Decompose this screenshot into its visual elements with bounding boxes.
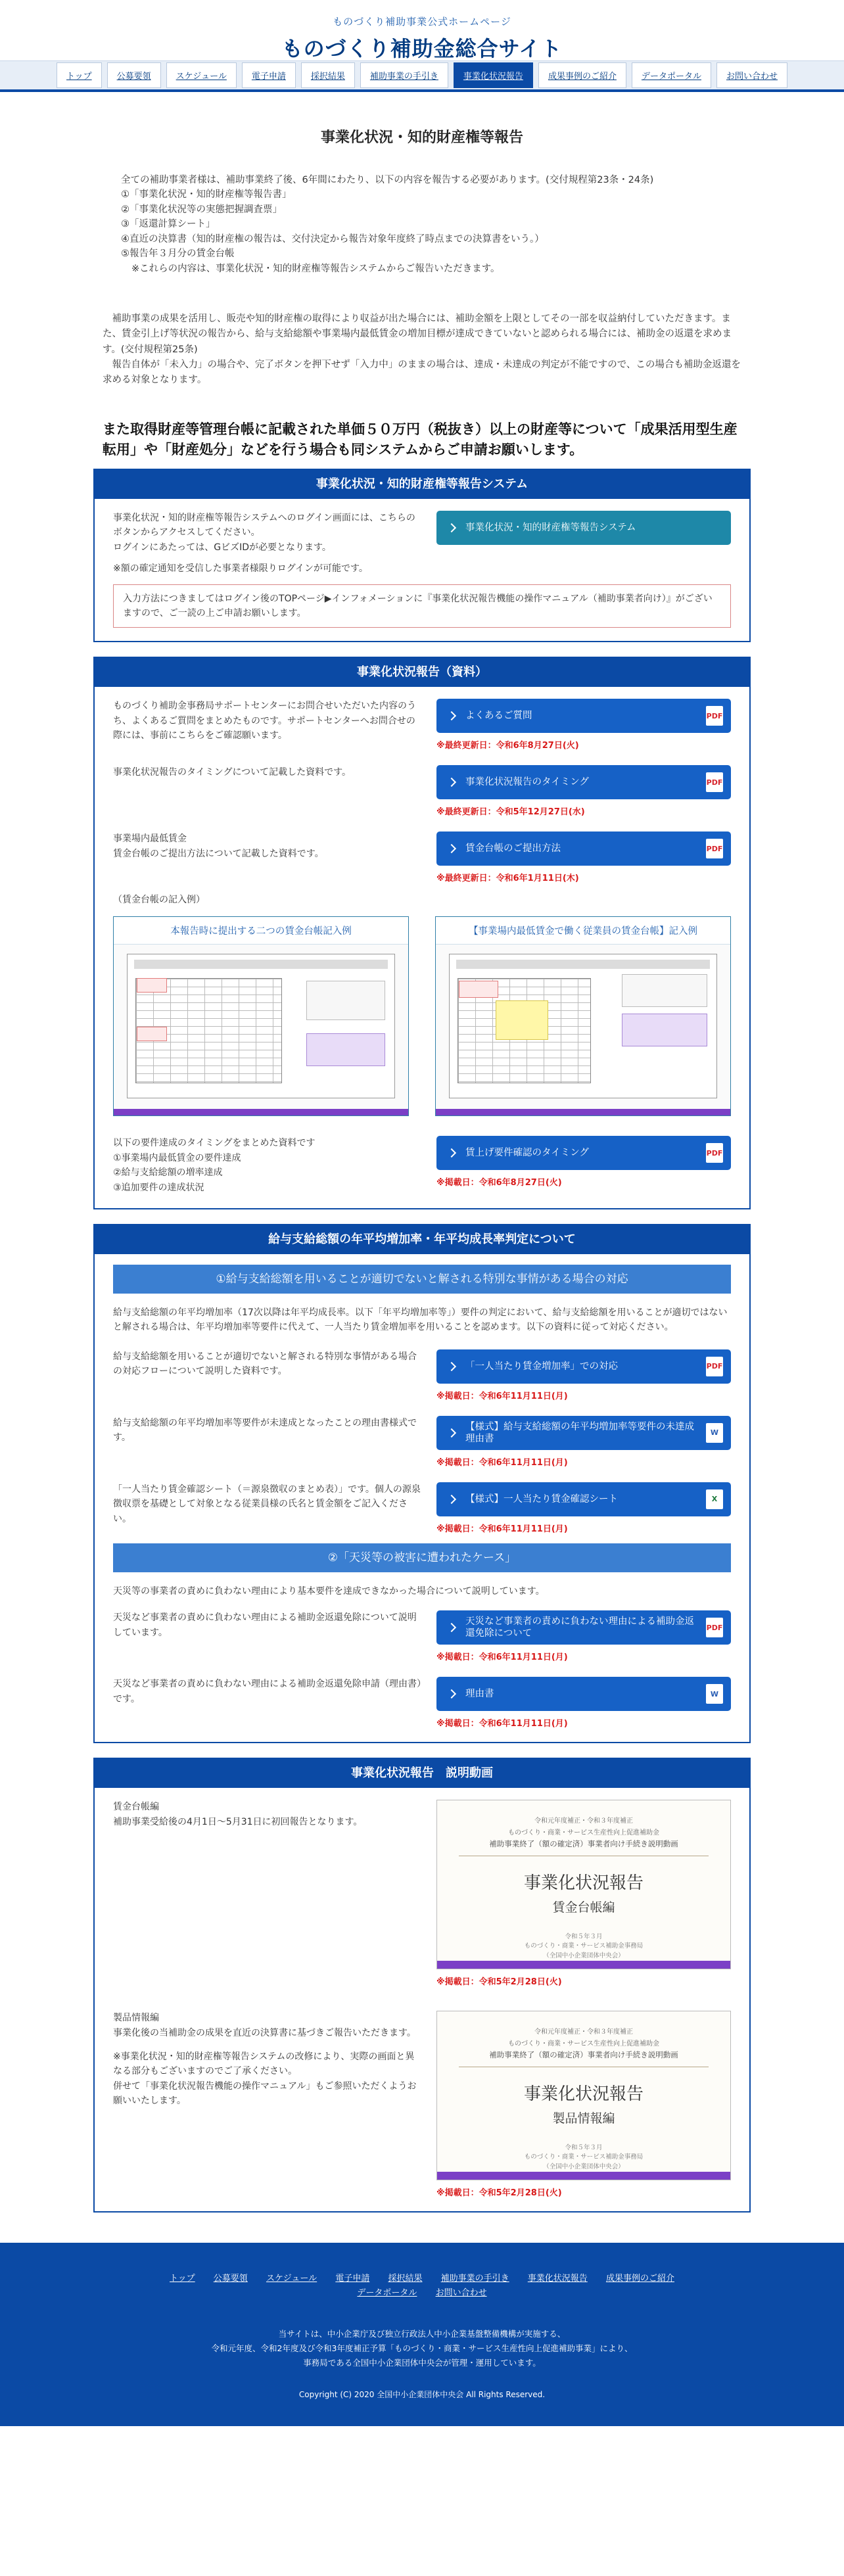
video-text: 令和５年３月 <box>565 2144 603 2152</box>
report-timing-button[interactable] <box>436 765 731 799</box>
reason-letter-button[interactable] <box>436 1677 731 1711</box>
footer-link-report[interactable]: 事業化状況報告 <box>527 2274 588 2284</box>
text: 事業化後の当補助金の成果を直近の決算書に基づきご報告いただきます。 <box>113 2027 416 2038</box>
site-footer <box>0 2243 844 2426</box>
pdf-icon: PDF <box>706 772 723 792</box>
text: ※額の確定通知を受信した事業者様限りログインが可能です。 <box>113 563 368 574</box>
button-label: 【様式】給与支給総額の年平均増加率等要件の未達成理由書 <box>465 1421 694 1444</box>
intro-repayment <box>93 312 751 388</box>
text: 併せて「事業化状況報告機能の操作マニュアル」もご参照いただくようお願いいたします。 <box>113 2080 417 2107</box>
nav-results[interactable]: 採択結果 <box>301 62 355 88</box>
footer-link-schedule[interactable]: スケジュール <box>266 2274 317 2284</box>
video-text: 補助事業終了（額の確定済）事業者向け手続き説明動画 <box>489 1839 678 1849</box>
system-section <box>93 469 751 642</box>
chevron-right-icon <box>447 1428 456 1438</box>
update-date: ※掲載日：令和6年11月11日(月) <box>436 1524 568 1534</box>
text: 補助事業受給後の4月1日～5月31日に初回報告となります。 <box>113 1816 363 1827</box>
nav-guide[interactable]: 補助事業の手引き <box>360 62 448 88</box>
disaster-exemption-description: 天災など事業者の責めに負わない理由による補助金返還免除について説明しています。 <box>113 1612 417 1638</box>
wage-judgement-section <box>93 1224 751 1743</box>
update-date: ※最終更新日：令和6年8月27日(火) <box>436 741 579 751</box>
video-text: ものづくり・商業・サービス補助金事務局 <box>524 1942 644 1950</box>
wage-increase-timing-button[interactable] <box>436 1136 731 1170</box>
update-date: ※最終更新日：令和6年1月11日(木) <box>436 874 579 884</box>
system-login-button[interactable] <box>436 511 731 545</box>
chevron-right-icon <box>447 1495 456 1504</box>
text: ログインにあたっては、GビズIDが必要となります。 <box>113 542 331 553</box>
video-text: ものづくり・商業・サービス生産性向上促進補助金 <box>508 1829 659 1837</box>
text: 製品情報編 <box>113 2013 159 2024</box>
nav-schedule[interactable]: スケジュール <box>166 62 237 88</box>
nav-top[interactable]: トップ <box>57 62 102 88</box>
button-label: 【様式】一人当たり賃金確認シート <box>465 1493 618 1505</box>
ledger-sample-image <box>114 945 408 1109</box>
button-label: 天災など事業者の責めに負わない理由による補助金返還免除について <box>465 1616 694 1639</box>
faq-description: ものづくり補助金事務局サポートセンターにお問合せいただいた内容のうち、よくあるご質問をまとめたものです。サポートセンターへお問合せの際には、事前にこちらをご確認願います。 <box>113 701 417 741</box>
site-title[interactable]: ものづくり補助金総合サイト <box>281 36 563 61</box>
system-description <box>113 511 422 576</box>
video-text: ものづくり・商業・サービス補助金事務局 <box>524 2153 644 2161</box>
intro-paragraph: 補助事業の成果を活用し、販売や知的財産権の取得により収益が出た場合には、補助金額を上限としてその一部を収益納付していただきます。また、賃金引上げ等状況の報告から、給与支給総額や事業場内最低賃金の増加目標が達成できていないと認められる場合には、補助金の返還を求めます。(交付規程第25条) <box>103 314 732 355</box>
update-date: ※掲載日：令和6年8月27日(火) <box>436 1178 562 1188</box>
footer-text: 当サイトは、中小企業庁及び独立行政法人中小企業基盤整備機構が実施する、 <box>278 2329 566 2339</box>
word-icon: W <box>706 1423 723 1443</box>
video-text: 令和元年度補正・令和３年度補正 <box>534 2028 633 2036</box>
footer-link-guide[interactable]: 補助事業の手引き <box>440 2274 509 2284</box>
footer-note <box>0 2327 844 2370</box>
nav-e-application[interactable]: 電子申請 <box>242 62 296 88</box>
update-date: ※掲載日：令和6年11月11日(月) <box>436 1652 568 1663</box>
per-capita-wage-button[interactable] <box>436 1349 731 1384</box>
nav-data-portal[interactable]: データポータル <box>632 62 711 88</box>
reason-form-description: 給与支給総額の年平均増加率等要件が未達成となったことの理由書様式です。 <box>113 1417 417 1443</box>
main-content <box>93 126 751 2213</box>
subsection-heading: ②「天災等の被害に遭われたケース」 <box>113 1543 731 1572</box>
button-label: 事業化状況・知的財産権等報告システム <box>465 523 636 534</box>
text: ②給与支給総額の増率達成 <box>113 1167 223 1179</box>
button-label: 事業化状況報告のタイミング <box>465 777 589 788</box>
nav-cases[interactable]: 成果事例のご紹介 <box>538 62 626 88</box>
pdf-icon: PDF <box>706 1143 723 1163</box>
intro-item: ①「事業化状況・知的財産権等報告書」 <box>121 189 292 200</box>
footer-link-cases[interactable]: 成果事例のご紹介 <box>605 2274 674 2284</box>
video-title: 事業化状況報告 <box>523 1873 644 1894</box>
global-nav <box>0 60 844 92</box>
video-wage-ledger[interactable] <box>436 1800 731 1969</box>
video-text: 令和元年度補正・令和３年度補正 <box>534 1817 633 1825</box>
intro-paragraph: 全ての補助事業者様は、補助事業終了後、6年間にわたり、以下の内容を報告する必要があります。(交付規程第23条・24条) <box>121 175 654 185</box>
video-subtitle: 賃金台帳編 <box>552 1900 615 1915</box>
text: ※事業化状況・知的財産権等報告システムの改修により、実際の画面と異なる部分もございますのでご了承ください。 <box>113 2051 415 2077</box>
documents-section <box>93 657 751 1209</box>
nav-guidelines[interactable]: 公募要領 <box>107 62 161 88</box>
footer-link-guidelines[interactable]: 公募要領 <box>213 2274 248 2284</box>
chevron-right-icon <box>447 1623 456 1632</box>
footer-link-top[interactable]: トップ <box>170 2274 195 2284</box>
reason-letter-description: 天災など事業者の責めに負わない理由による補助金返還免除申請（理由書）です。 <box>113 1679 421 1704</box>
subsection-text: 天災等の事業者の責めに負わない理由により基本要件を達成できなかった場合について説明しています。 <box>113 1585 545 1597</box>
button-label: 賃金台帳のご提出方法 <box>465 843 561 855</box>
video-text: ものづくり・商業・サービス生産性向上促進補助金 <box>508 2040 659 2048</box>
video-text: 補助事業終了（額の確定済）事業者向け手続き説明動画 <box>489 2050 678 2060</box>
site-header <box>0 0 844 60</box>
text: 事業場内最低賃金 <box>113 833 187 845</box>
excel-icon: X <box>706 1489 723 1509</box>
nav-report[interactable]: 事業化状況報告 <box>454 62 533 88</box>
button-label: 理由書 <box>465 1689 494 1700</box>
word-icon: W <box>706 1684 723 1704</box>
footer-text: 令和元年度、令和2年度及び令和3年度補正予算「ものづくり・商業・サービス生産性向上促進補助事業」により、 <box>211 2343 633 2354</box>
section-heading: 給与支給総額の年平均増加率・年平均成長率判定について <box>95 1225 749 1254</box>
video-section <box>93 1758 751 2213</box>
footer-link-contact[interactable]: お問い合わせ <box>435 2288 487 2299</box>
update-date: ※掲載日：令和6年11月11日(月) <box>436 1391 568 1401</box>
subsection-heading: ①給与支給総額を用いることが適切でないと解される特別な事情がある場合の対応 <box>113 1265 731 1294</box>
button-label: 賃上げ要件確認のタイミング <box>465 1148 589 1159</box>
text: 賃金台帳編 <box>113 1802 159 1813</box>
example-label: （賃金台帳の記入例） <box>113 895 205 906</box>
update-date: ※最終更新日：令和5年12月27日(水) <box>436 807 585 818</box>
manual-notice: 入力方法につきましてはログイン後のTOPページ▶インフォメーションに『事業化状況報告機能の操作マニュアル（補助事業者向け）』がございますので、ご一読の上ご申請お願いします。 <box>113 584 731 628</box>
chevron-right-icon <box>447 711 456 720</box>
pdf-icon: PDF <box>706 839 723 858</box>
per-capita-description: 給与支給総額を用いることが適切でないと解される特別な事情がある場合の対応フローについて説明した資料です。 <box>113 1351 417 1377</box>
pdf-icon: PDF <box>706 1618 723 1637</box>
faq-button[interactable] <box>436 699 731 733</box>
footer-link-results[interactable]: 採択結果 <box>388 2274 423 2284</box>
pdf-icon: PDF <box>706 1357 723 1376</box>
video1-description <box>113 1800 422 1829</box>
video-product-info[interactable] <box>436 2011 731 2180</box>
sample-ledger-1[interactable] <box>113 916 409 1116</box>
video-subtitle: 製品情報編 <box>552 2111 615 2126</box>
button-label: よくあるご質問 <box>465 711 532 722</box>
section-heading: 事業化状況報告（資料） <box>95 658 749 687</box>
intro-item: ⑤報告年３月分の賃金台帳 <box>121 248 235 260</box>
site-subtitle: ものづくり補助事業公式ホームページ <box>333 16 511 28</box>
section-heading: 事業化状況・知的財産権等報告システム <box>95 470 749 499</box>
intro-paragraph: 報告自体が「未入力」の場合や、完了ボタンを押下せず「入力中」のままの場合は、達成・未達成の判定が不能ですので、この場合も補助金返還を求める対象となります。 <box>103 359 741 386</box>
section-heading: 事業化状況報告 説明動画 <box>95 1759 749 1788</box>
chevron-right-icon <box>447 1689 456 1698</box>
pdf-icon: PDF <box>706 706 723 726</box>
text: ③追加要件の達成状況 <box>113 1182 204 1193</box>
footer-link-data-portal[interactable]: データポータル <box>357 2288 417 2299</box>
unachieved-reason-form-button[interactable] <box>436 1416 731 1450</box>
intro-item: ②「事業化状況等の実態把握調査票」 <box>121 204 282 215</box>
text: 賃金台帳のご提出方法について記載した資料です。 <box>113 848 324 859</box>
sample-ledger-2[interactable] <box>435 916 731 1116</box>
wage-ledger-description <box>113 831 422 861</box>
page-title: 事業化状況・知的財産権等報告 <box>320 129 523 146</box>
ledger-sample-image <box>436 945 730 1109</box>
intro-note: ※これらの内容は、事業化状況・知的財産権等報告システムからご報告いただきます。 <box>131 263 500 274</box>
nav-contact[interactable]: お問い合わせ <box>716 62 787 88</box>
button-label: 「一人当たり賃金増加率」での対応 <box>465 1361 618 1372</box>
chevron-right-icon <box>447 1362 456 1371</box>
video-text: （全国中小企業団体中央会） <box>543 2163 624 2170</box>
chevron-right-icon <box>447 1148 456 1158</box>
text: 事業化状況・知的財産権等報告システムへのログイン画面には、こちらのボタンからアクセスしてください。 <box>113 513 415 538</box>
intro-text <box>93 173 751 276</box>
update-date: ※掲載日：令和6年11月11日(月) <box>436 1719 568 1729</box>
intro-item: ③「返還計算シート」 <box>121 219 216 230</box>
intro-item: ④直近の決算書（知的財産権の報告は、交付決定から報告対象年度終了時点までの決算書をいう。） <box>121 233 544 245</box>
sample-title: 【事業場内最低賃金で働く従業員の賃金台帳】記入例 <box>436 917 730 945</box>
wage-ledger-button[interactable] <box>436 831 731 866</box>
disaster-exemption-button[interactable] <box>436 1610 731 1645</box>
timing-description: 事業化状況報告のタイミングについて記載した資料です。 <box>113 767 352 778</box>
per-capita-wage-sheet-button[interactable] <box>436 1482 731 1516</box>
footer-link-e-application[interactable]: 電子申請 <box>335 2274 370 2284</box>
wage-timing-description <box>113 1136 422 1195</box>
update-date: ※掲載日：令和5年2月28日(火) <box>436 1977 562 1988</box>
chevron-right-icon <box>447 523 456 532</box>
update-date: ※掲載日：令和5年2月28日(火) <box>436 2188 562 2199</box>
lead-notice: また取得財産等管理台帳に記載された単価５０万円（税抜き）以上の財産等について「成果活用型生産転用」や「財産処分」などを行う場合も同システムからご申請お願いします。 <box>103 421 738 457</box>
video-text: （全国中小企業団体中央会） <box>543 1952 624 1959</box>
subsection-text: 給与支給総額の年平均増加率（17次以降は年平均成長率。以下「年平均増加率等」）要件の判定において、給与支給総額を用いることが適切ではないと解される場合は、年平均増加率等要件に代えて、一人当たり賃金増加率を用いることを認めます。以下の資料に従って対応ください。 <box>113 1307 728 1333</box>
chevron-right-icon <box>447 844 456 853</box>
footer-text: 事務局である全国中小企業団体中央会が管理・運用しています。 <box>303 2358 541 2368</box>
text: 以下の要件達成のタイミングをまとめた資料です <box>113 1138 316 1149</box>
footer-nav <box>0 2272 844 2301</box>
video-title: 事業化状況報告 <box>523 2084 644 2105</box>
chevron-right-icon <box>447 778 456 787</box>
video-text: 令和５年３月 <box>565 1933 603 1941</box>
video2-description <box>113 2011 422 2108</box>
update-date: ※掲載日：令和6年11月11日(月) <box>436 1457 568 1468</box>
copyright: Copyright (C) 2020 全国中小企業団体中央会 All Rights Reserved. <box>298 2389 546 2399</box>
wage-sheet-description: 「一人当たり賃金確認シート（＝源泉徴収のまとめ表）」です。個人の源泉徴収票を基礎として対象となる従業員様の氏名と賃金額をご記入ください。 <box>113 1484 421 1524</box>
sample-title: 本報告時に提出する二つの賃金台帳記入例 <box>114 917 408 945</box>
text: ①事業場内最低賃金の要件達成 <box>113 1152 241 1163</box>
